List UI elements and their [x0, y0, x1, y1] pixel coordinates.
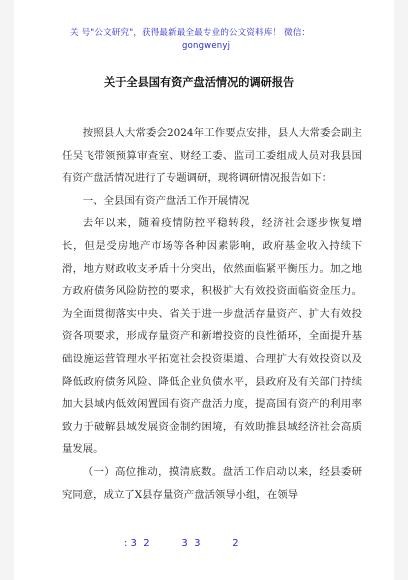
document-page	[14, 0, 394, 580]
intro-paragraph: 按照县人大常委会2024年工作要点安排，县人大常委会副主任吴飞带领预算审查室、财经工委、监司工委组成人员对我县国有资产盘活情况进行了专题调研，现将调研情况报告如下：	[62, 127, 362, 185]
promo-banner	[70, 27, 366, 53]
document-title: 关于全县国有资产盘活情况的调研报告	[104, 76, 295, 89]
body-paragraph: 去年以来，随着疫情防控平稳转段，经济社会逐步恢复增长，但是受房地产市场等各种因素影响，政府基金收入持续下滑，地方财政收支矛盾十分突出，依然面临紧平衡压力。加之地方政府债务风险防控的要求，积极扩大有效投资面临资金压力。为全面贯彻落实中央、省关于进一步盘活存量资产、扩大有效投资各项要求，形成存量资产和新增投资的良性循环，全面提升基础设施运营管理水平拓宽社会投资渠道、合理扩大有效投资以及降低政府债务风险、降低企业负债水平，县政府及有关部门持续加大县域内低效闲置国有资产盘活力度，提高国有资产的利用率致力于破解县域发展资金制约困境，有效助推县域经济社会高质量发展。	[62, 217, 362, 456]
document-body	[62, 122, 362, 506]
section-heading: 一、全县国有资产盘活工作开展情况	[82, 194, 250, 207]
subsection-paragraph: （一）高位推动，摸清底数。盘活工作启动以来，经县委研究同意，成立了X县存量资产盘活领导小组，在领导	[62, 465, 362, 501]
promo-banner-line-2: gongwenyj	[182, 41, 231, 51]
promo-banner-line-1: 关 号"公文研究"，获得最新最全最专业的公文资料库！ 微信：	[70, 28, 311, 38]
page-footer: : 3 2 3 3 2	[124, 538, 239, 549]
